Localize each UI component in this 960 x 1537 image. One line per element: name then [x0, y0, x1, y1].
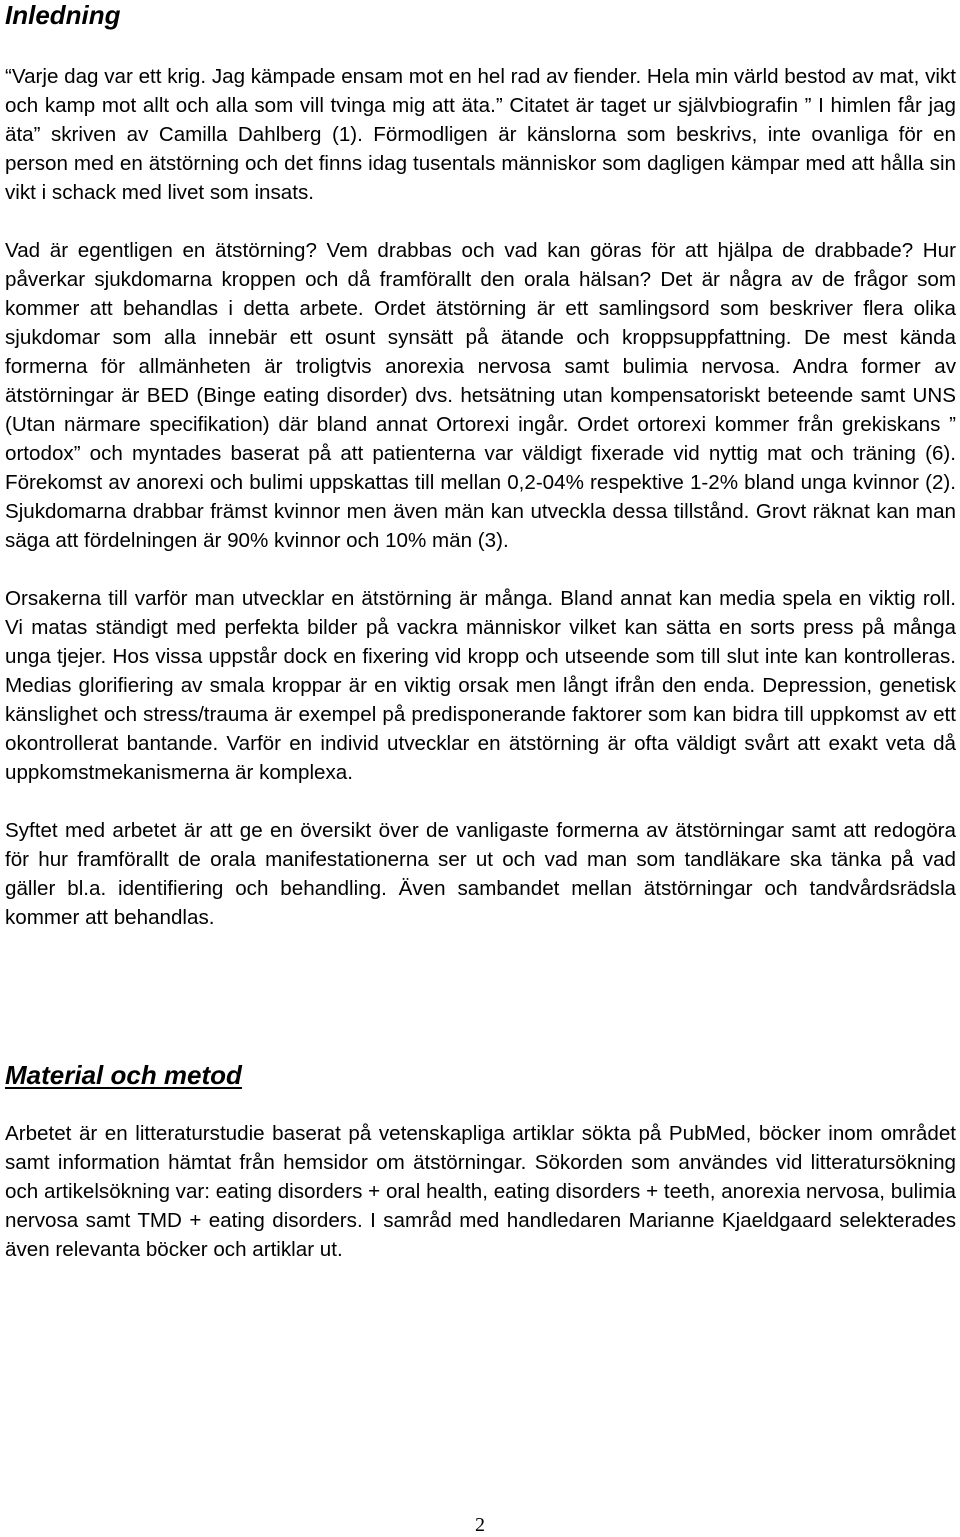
- paragraph-causes: Orsakerna till varför man utvecklar en ätstörning är många. Bland annat kan media spela en viktig roll. Vi matas ständigt med perfekta bilder på vackra människor vilket kan sätta en sorts press på många unga tjejer. Hos vissa uppstår dock en fixering vid kropp och utseende som till slut inte kan kontrolleras. Medias glorifiering av smala kroppar är en viktig orsak men långt ifrån den enda. Depression, genetisk känslighet och stress/trauma är exempel på predisponerande faktorer som kan bidra till uppkomst av ett okontrollerat bantande. Varför en individ utvecklar en ätstörning är ofta väldigt svårt att exakt veta då uppkomstmekanismerna är komplexa.: [5, 587, 956, 784]
- paragraph-purpose: Syftet med arbetet är att ge en översikt över de vanligaste formerna av ätstörningar samt att redogöra för hur framförallt de orala manifestationerna ser ut och vad man som tandläkare ska tänka på vad gäller bl.a. identifiering och behandling. Även sambandet mellan ätstörningar och tandvårdsrädsla kommer att behandlas.: [5, 819, 956, 929]
- paragraph-definition: Vad är egentligen en ätstörning? Vem drabbas och vad kan göras för att hjälpa de drabbade? Hur påverkar sjukdomarna kroppen och då framförallt den orala hälsan? Det är några av de frågor som kommer att behandlas i detta arbete. Ordet ätstörning är ett samlingsord som beskriver flera olika sjukdomar som alla innebär ett osunt synsätt på ätande och kroppsuppfattning. De mest kända formerna för allmänheten är troligtvis anorexia nervosa samt bulimia nervosa. Andra former av ätstörningar är BED (Binge eating disorder) dvs. hetsätning utan kompensatoriskt beteende samt UNS (Utan närmare specifikation) där bland annat Ortorexi ingår. Ordet ortorexi kommer från grekiskans ” ortodox” och myntades baserat på att patienterna var väldigt fixerade vid nyttig mat och träning (6). Förekomst av anorexi och bulimi uppskattas till mellan 0,2-04% respektive 1-2% bland unga kvinnor (2). Sjukdomarna drabbar främst kvinnor men även män kan utveckla dessa tillstånd. Grovt räknat kan man säga att fördelningen är 90% kvinnor och 10% män (3).: [5, 239, 956, 552]
- section-heading-introduction: Inledning: [5, 0, 121, 30]
- page-number: 2: [475, 1514, 485, 1536]
- document-page: [5, 0, 956, 1264]
- paragraph-intro-quote: “Varje dag var ett krig. Jag kämpade ensam mot en hel rad av fiender. Hela min värld bestod av mat, vikt och kamp mot allt och alla som vill tvinga mig att äta.” Citatet är taget ur självbiografin ” I himlen får jag äta” skriven av Camilla Dahlberg (1). Förmodligen är känslorna som beskrivs, inte ovanliga för en person med en ätstörning och det finns idag tusentals människor som dagligen kämpar med att hålla sin vikt i schack med livet som insats.: [5, 65, 956, 204]
- paragraph-method: Arbetet är en litteraturstudie baserat på vetenskapliga artiklar sökta på PubMed, böcker inom området samt information hämtat från hemsidor om ätstörningar. Sökorden som användes vid litteratursökning och artikelsökning var: eating disorders + oral health, eating disorders + teeth, anorexia nervosa, bulimia nervosa samt TMD + eating disorders. I samråd med handledaren Marianne Kjaeldgaard selekterades även relevanta böcker och artiklar ut.: [5, 1122, 956, 1261]
- section-heading-method: Material och metod: [5, 1060, 242, 1090]
